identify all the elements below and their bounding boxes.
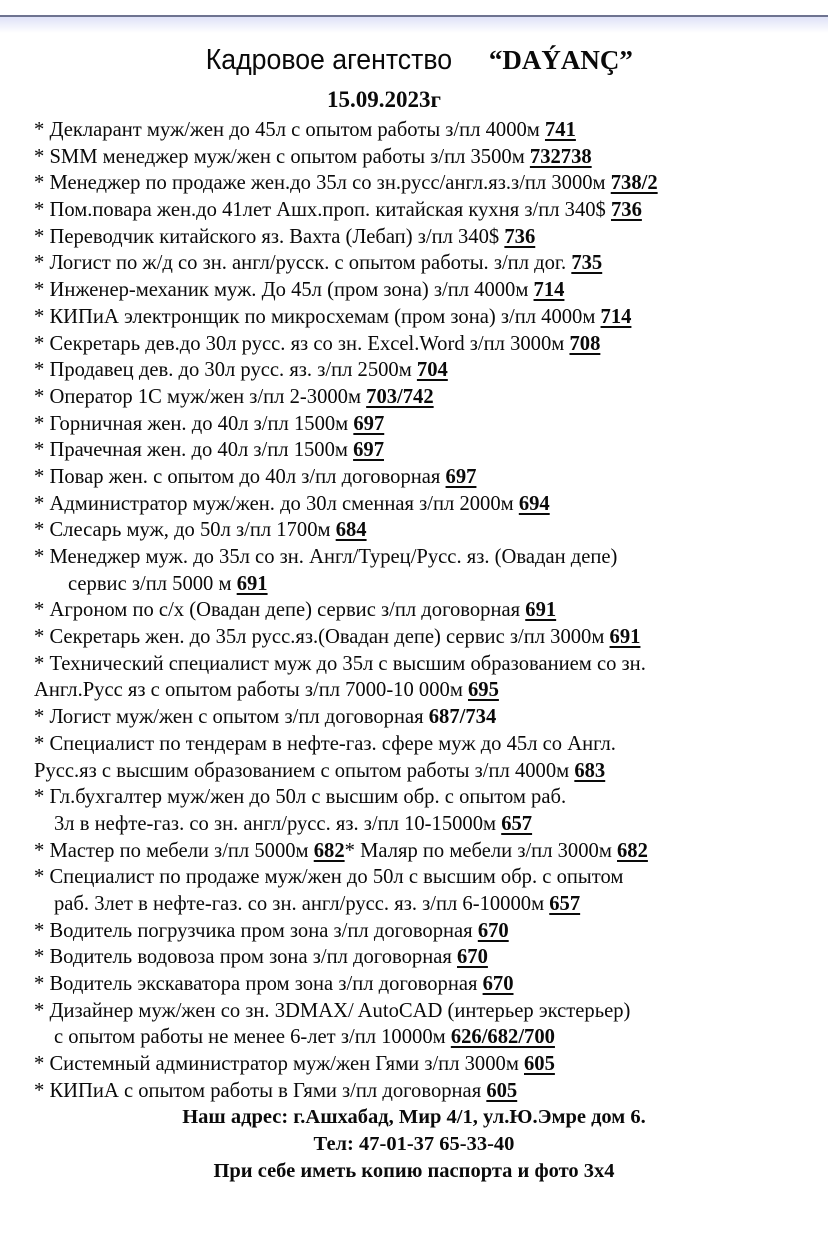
job-listing bbox=[34, 331, 824, 358]
phones: Тел: 47-01-37 65-33-40 bbox=[313, 1133, 515, 1155]
listing-code: 670 bbox=[457, 946, 488, 969]
listing-text: * Дизайнер муж/жен со зн. 3DMAX/ AutoCAD (интерьер экстерьер) bbox=[34, 999, 631, 1022]
listing-text: * Водитель водовоза пром зона з/пл договорная bbox=[34, 946, 457, 969]
listing-code: 687/734 bbox=[428, 706, 497, 729]
listing-text: * Декларант муж/жен до 45л с опытом работы з/пл 4000м bbox=[34, 119, 545, 141]
listing-code: 605 bbox=[486, 1079, 518, 1102]
listing-text: * Водитель погрузчика пром зона з/пл договорная bbox=[34, 919, 478, 942]
job-listing bbox=[34, 277, 824, 304]
job-listing bbox=[34, 304, 824, 331]
posting-date: 15.09.2023г bbox=[327, 87, 441, 112]
listing-text: сервис з/пл 5000 м bbox=[68, 572, 237, 595]
job-listing bbox=[34, 971, 824, 998]
job-listing bbox=[34, 250, 824, 277]
job-listing-continued bbox=[34, 811, 824, 838]
job-listing-continued bbox=[34, 677, 824, 704]
listing-code: 697 bbox=[445, 465, 477, 488]
listing-text: Англ.Русс яз с опытом работы з/пл 7000-10 000м bbox=[34, 679, 468, 702]
listing-code: 697 bbox=[353, 412, 385, 435]
listing-code: 708 bbox=[569, 332, 601, 355]
job-listing-continued bbox=[34, 758, 824, 785]
listing-code: 714 bbox=[533, 279, 565, 302]
listing-code: 703/742 bbox=[366, 385, 434, 408]
listing-code: 670 bbox=[482, 973, 514, 995]
listing-code: 657 bbox=[549, 892, 581, 915]
listing-code: 626/682/700 bbox=[450, 1026, 555, 1049]
listing-text: * Горничная жен. до 40л з/пл 1500м bbox=[34, 412, 354, 435]
listing-text: * Прачечная жен. до 40л з/пл 1500м bbox=[34, 439, 354, 462]
job-listing-continued bbox=[34, 571, 824, 598]
listing-code: 714 bbox=[600, 305, 632, 328]
agency-name: “DAÝANÇ” bbox=[488, 45, 633, 75]
listing-text: * Логист муж/жен с опытом з/пл договорная bbox=[34, 706, 429, 729]
job-listing bbox=[34, 384, 824, 411]
listing-text: * Секретарь дев.до 30л русс. яз со зн. Excel.Word з/пл 3000м bbox=[34, 332, 570, 355]
listing-text: * Гл.бухгалтер муж/жен до 50л с высшим обр. с опытом раб. bbox=[34, 786, 567, 809]
listing-text: с опытом работы не менее 6-лет з/пл 10000м bbox=[54, 1026, 451, 1049]
listing-text: * Специалист по тендерам в нефте-газ. сфере муж до 45л со Англ. bbox=[34, 732, 616, 755]
job-listing bbox=[34, 144, 824, 171]
listing-text: * Продавец дев. до 30л русс. яз. з/пл 2500м bbox=[34, 359, 417, 382]
listing-code: 735 bbox=[571, 252, 603, 275]
listing-code: 670 bbox=[477, 919, 509, 942]
listing-code: 736 bbox=[610, 199, 642, 222]
documents-note: При себе иметь копию паспорта и фото 3x4 bbox=[213, 1160, 615, 1182]
listing-text: * Технический специалист муж до 35л с высшим образованием со зн. bbox=[34, 652, 646, 675]
listing-code: 691 bbox=[236, 572, 268, 595]
listing-text: раб. 3лет в нефте-газ. со зн. англ/русс. яз. з/пл 6-10000м bbox=[54, 892, 550, 915]
job-listing bbox=[34, 117, 824, 144]
listing-code: 657 bbox=[501, 812, 533, 835]
job-listing bbox=[34, 437, 824, 464]
job-listing bbox=[34, 784, 824, 811]
job-listing bbox=[34, 597, 824, 624]
listing-text: Русс.яз с высшим образованием с опытом работы з/пл 4000м bbox=[34, 759, 575, 782]
listing-text: * Менеджер по продаже жен.до 35л со зн.русс/англ.яз.з/пл 3000м bbox=[34, 172, 611, 195]
job-listing bbox=[34, 411, 824, 438]
listing-code: 691 bbox=[525, 599, 557, 622]
listing-code: 732738 bbox=[529, 145, 592, 168]
job-listing bbox=[34, 464, 824, 491]
job-listing bbox=[34, 998, 824, 1025]
listing-code: 605 bbox=[524, 1053, 555, 1076]
listing-code: 704 bbox=[416, 359, 448, 382]
listing-text: * КИПиА электронщик по микросхемам (пром зона) з/пл 4000м bbox=[34, 305, 601, 328]
job-listing bbox=[34, 1078, 824, 1105]
job-listing bbox=[34, 624, 824, 651]
listing-text: * Секретарь жен. до 35л русс.яз.(Овадан депе) сервис з/пл 3000м bbox=[34, 626, 610, 649]
job-listing bbox=[34, 864, 824, 891]
job-listing bbox=[34, 491, 824, 518]
job-listing bbox=[34, 704, 824, 731]
job-listing bbox=[34, 544, 824, 571]
job-listing bbox=[34, 1051, 824, 1078]
job-listing bbox=[34, 224, 824, 251]
job-listing bbox=[34, 731, 824, 758]
job-listing-continued bbox=[34, 891, 824, 918]
listing-text: * Агроном по с/х (Овадан депе) сервис з/пл договорная bbox=[34, 599, 526, 622]
listing-code: 694 bbox=[518, 492, 550, 515]
listing-text: * Слесарь муж, до 50л з/пл 1700м bbox=[34, 519, 336, 542]
job-listing bbox=[34, 197, 824, 224]
job-listing bbox=[34, 357, 824, 384]
job-listing bbox=[34, 170, 824, 197]
listing-text: * Повар жен. с опытом до 40л з/пл договорная bbox=[34, 465, 446, 488]
job-listing-continued bbox=[34, 1024, 824, 1051]
job-listings bbox=[34, 117, 824, 1104]
listing-text: * Переводчик китайского яз. Вахта (Лебап) з/пл 340$ bbox=[34, 225, 505, 248]
listing-code: 691 bbox=[609, 626, 641, 649]
listing-text: * Логист по ж/д со зн. англ/русск. с опытом работы. з/пл дог. bbox=[34, 252, 572, 275]
listing-text: * Оператор 1С муж/жен з/пл 2-3000м bbox=[34, 385, 367, 408]
listing-code: 684 bbox=[335, 519, 367, 542]
listing-text: * Менеджер муж. до 35л со зн. Англ/Турец/Русс. яз. (Овадан депе) bbox=[34, 546, 618, 568]
listing-text: * SMM менеджер муж/жен с опытом работы з/пл 3500м bbox=[34, 145, 530, 168]
job-listing bbox=[34, 838, 824, 865]
listing-text: * КИПиА с опытом работы в Гями з/пл договорная bbox=[34, 1079, 487, 1102]
job-listing bbox=[34, 918, 824, 945]
window-top-shade bbox=[0, 17, 828, 33]
listing-text: * Маляр по мебели з/пл 3000м bbox=[344, 839, 617, 862]
listing-text: * Мастер по мебели з/пл 5000м bbox=[34, 839, 314, 862]
listing-text: * Системный администратор муж/жен Гями з/пл 3000м bbox=[34, 1053, 524, 1076]
footer bbox=[0, 1104, 828, 1185]
listing-code: 738/2 bbox=[610, 172, 658, 195]
listing-text: * Администратор муж/жен. до 30л сменная з/пл 2000м bbox=[34, 492, 519, 515]
job-listing bbox=[34, 517, 824, 544]
listing-text: * Инженер-механик муж. До 45л (пром зона) з/пл 4000м bbox=[34, 279, 534, 302]
listing-code: 682 bbox=[617, 839, 648, 862]
agency-label: Кадровое агентство bbox=[205, 44, 453, 76]
page-title bbox=[0, 44, 828, 77]
listing-text: 3л в нефте-газ. со зн. англ/русс. яз. з/пл 10-15000м bbox=[54, 812, 502, 835]
address: Наш адрес: г.Ашхабад, Мир 4/1, ул.Ю.Эмре дом 6. bbox=[182, 1106, 646, 1128]
listing-text: * Специалист по продаже муж/жен до 50л с высшим обр. с опытом bbox=[34, 866, 624, 889]
listing-code: 741 bbox=[544, 119, 576, 141]
listing-text: * Пом.повара жен.до 41лет Ашх.проп. китайская кухня з/пл 340$ bbox=[34, 199, 611, 222]
listing-code: 682 bbox=[313, 839, 345, 862]
listing-code: 736 bbox=[504, 225, 536, 248]
listing-code: 697 bbox=[353, 439, 384, 462]
job-listing bbox=[34, 944, 824, 971]
job-listing bbox=[34, 651, 824, 678]
listing-text: * Водитель экскаватора пром зона з/пл договорная bbox=[34, 973, 483, 995]
listing-code: 695 bbox=[468, 679, 499, 702]
listing-code: 683 bbox=[574, 759, 606, 782]
